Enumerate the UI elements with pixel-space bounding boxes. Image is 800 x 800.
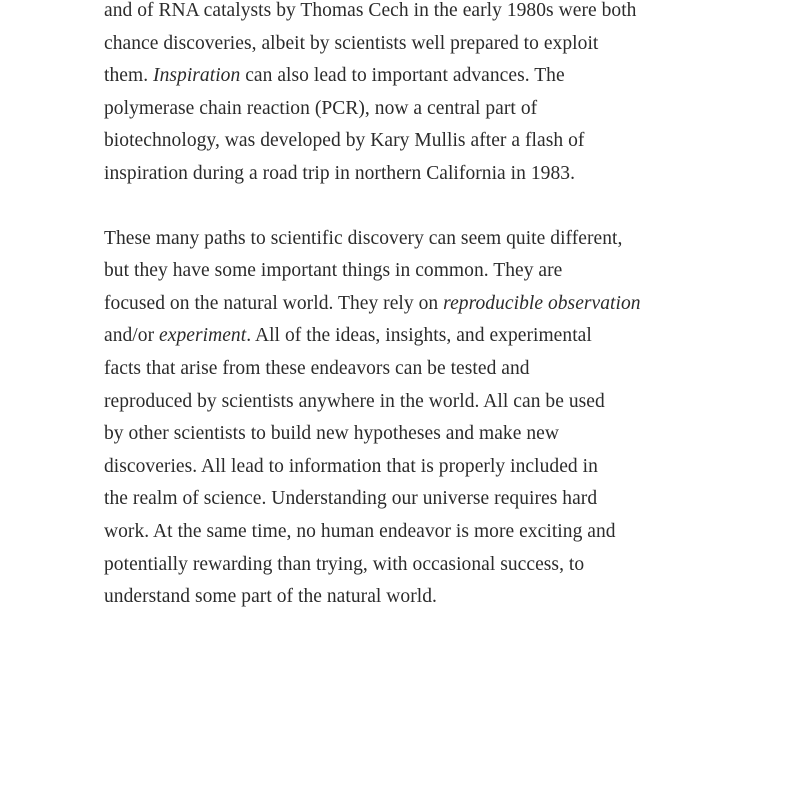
text-segment: reproduced by scientists anywhere in the world. All can be used — [104, 390, 605, 412]
text-segment: by other scientists to build new hypotheses and make new — [104, 423, 560, 445]
paragraph — [104, 0, 700, 191]
text-line — [104, 288, 700, 321]
text-line — [104, 581, 700, 614]
text-segment: understand some part of the natural world. — [104, 586, 437, 608]
emphasized-text: Inspiration — [153, 65, 241, 87]
text-line — [104, 451, 700, 484]
text-segment: discoveries. All lead to information that is properly included in — [104, 455, 598, 477]
text-line — [104, 418, 700, 451]
text-line — [104, 353, 700, 386]
article-body — [104, 0, 700, 646]
text-segment: biotechnology, was developed by Kary Mullis after a flash of — [104, 130, 585, 152]
text-segment: chance discoveries, albeit by scientists well prepared to exploit — [104, 32, 599, 54]
text-segment: facts that arise from these endeavors can be tested and — [104, 357, 530, 379]
text-line — [104, 483, 700, 516]
text-segment: focused on the natural world. They rely on — [104, 292, 444, 314]
paragraph — [104, 223, 700, 614]
text-segment: and of RNA catalysts by Thomas Cech in the early 1980s were both — [104, 0, 637, 21]
text-line — [104, 549, 700, 582]
text-line — [104, 158, 700, 191]
text-line — [104, 386, 700, 419]
text-line — [104, 320, 700, 353]
text-line — [104, 93, 700, 126]
text-segment: work. At the same time, no human endeavor is more exciting and — [104, 520, 616, 542]
text-segment: can also lead to important advances. The — [240, 65, 565, 87]
text-segment: them. — [104, 65, 154, 87]
text-line — [104, 255, 700, 288]
text-line — [104, 516, 700, 549]
text-segment: . All of the ideas, insights, and experimental — [246, 325, 592, 347]
text-line — [104, 0, 700, 28]
text-segment: and/or — [104, 325, 160, 347]
text-segment: the realm of science. Understanding our universe requires hard — [104, 488, 598, 510]
text-segment: but they have some important things in common. They are — [104, 260, 563, 282]
text-line — [104, 60, 700, 93]
text-line — [104, 125, 700, 158]
text-segment: polymerase chain reaction (PCR), now a central part of — [104, 97, 538, 119]
emphasized-text: reproducible observation — [443, 292, 641, 314]
text-segment: These many paths to scientific discovery can seem quite different, — [104, 227, 623, 249]
text-line — [104, 28, 700, 61]
text-segment: potentially rewarding than trying, with occasional success, to — [104, 553, 585, 575]
emphasized-text: experiment — [159, 325, 247, 347]
text-line — [104, 223, 700, 256]
text-segment: inspiration during a road trip in northern California in 1983. — [104, 162, 576, 184]
